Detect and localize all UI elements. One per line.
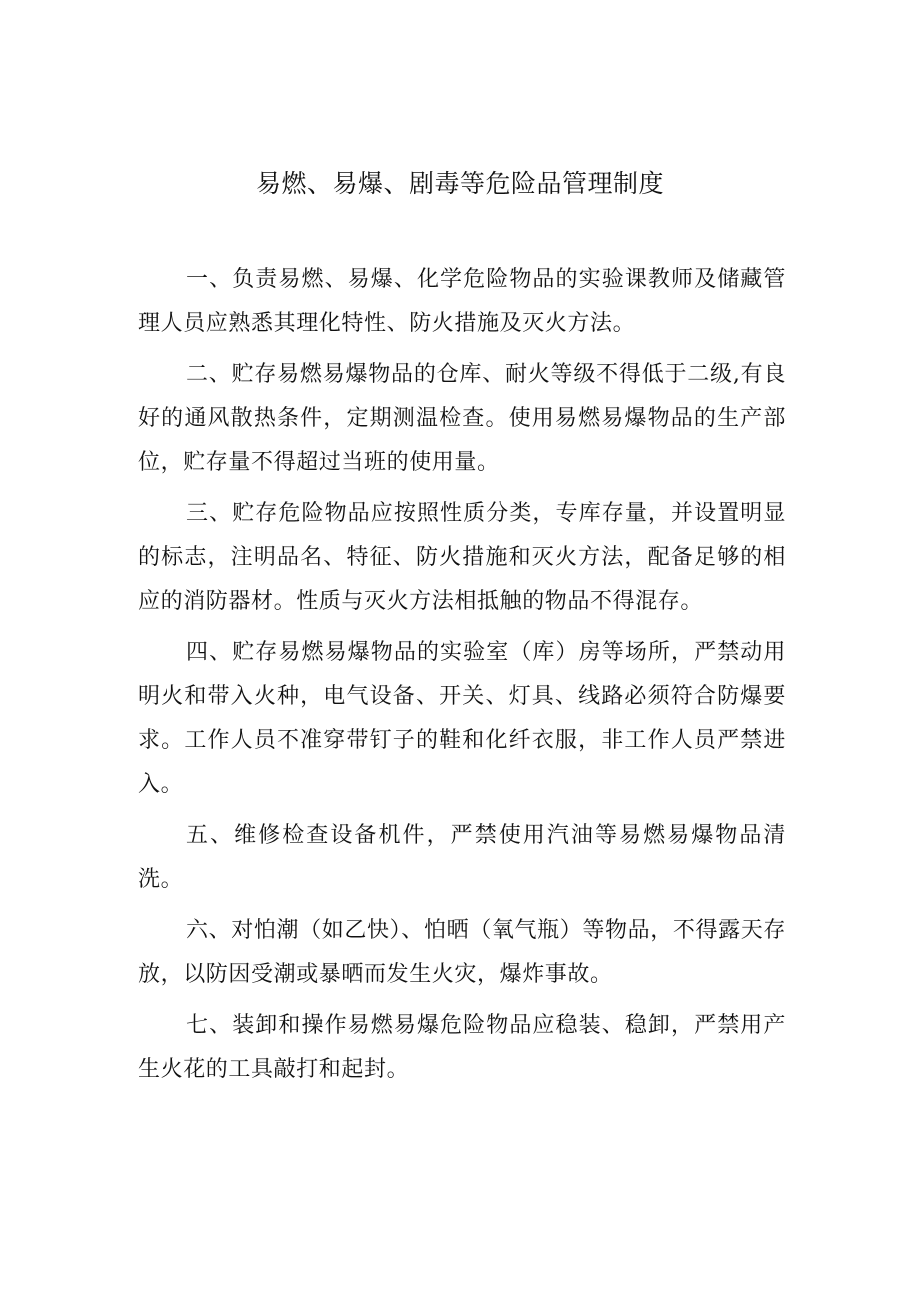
paragraph-7: 七、装卸和操作易燃易爆危险物品应稳装、稳卸，严禁用产生火花的工具敲打和起封。 <box>138 1013 786 1082</box>
paragraph-4: 四、贮存易燃易爆物品的实验室（库）房等场所，严禁动用明火和带入火种，电气设备、开关、灯具、线路必须符合防爆要求。工作人员不准穿带钉子的鞋和化纤衣服，非工作人员严禁进入。 <box>138 640 786 797</box>
paragraph-3: 三、贮存危险物品应按照性质分类，专库存量，并设置明显的标志，注明品名、特征、防火措施和灭火方法，配备足够的相应的消防器材。性质与灭火方法相抵触的物品不得混存。 <box>138 501 786 614</box>
paragraph-1: 一、负责易燃、易爆、化学危险物品的实验课教师及储藏管理人员应熟悉其理化特性、防火措施及灭火方法。 <box>138 267 786 336</box>
paragraph-5: 五、维修检查设备机件，严禁使用汽油等易燃易爆物品清洗。 <box>138 823 786 892</box>
paragraph-6: 六、对怕潮（如乙快）、怕晒（氧气瓶）等物品，不得露天存放，以防因受潮或暴晒而发生火灾，爆炸事故。 <box>138 918 786 987</box>
document-title: 易燃、易爆、剧毒等危险品管理制度 <box>255 169 664 198</box>
paragraph-2: 二、贮存易燃易爆物品的仓库、耐火等级不得低于二级,有良好的通风散热条件，定期测温检查。使用易燃易爆物品的生产部位，贮存量不得超过当班的使用量。 <box>138 362 786 475</box>
document-body <box>138 258 786 1099</box>
